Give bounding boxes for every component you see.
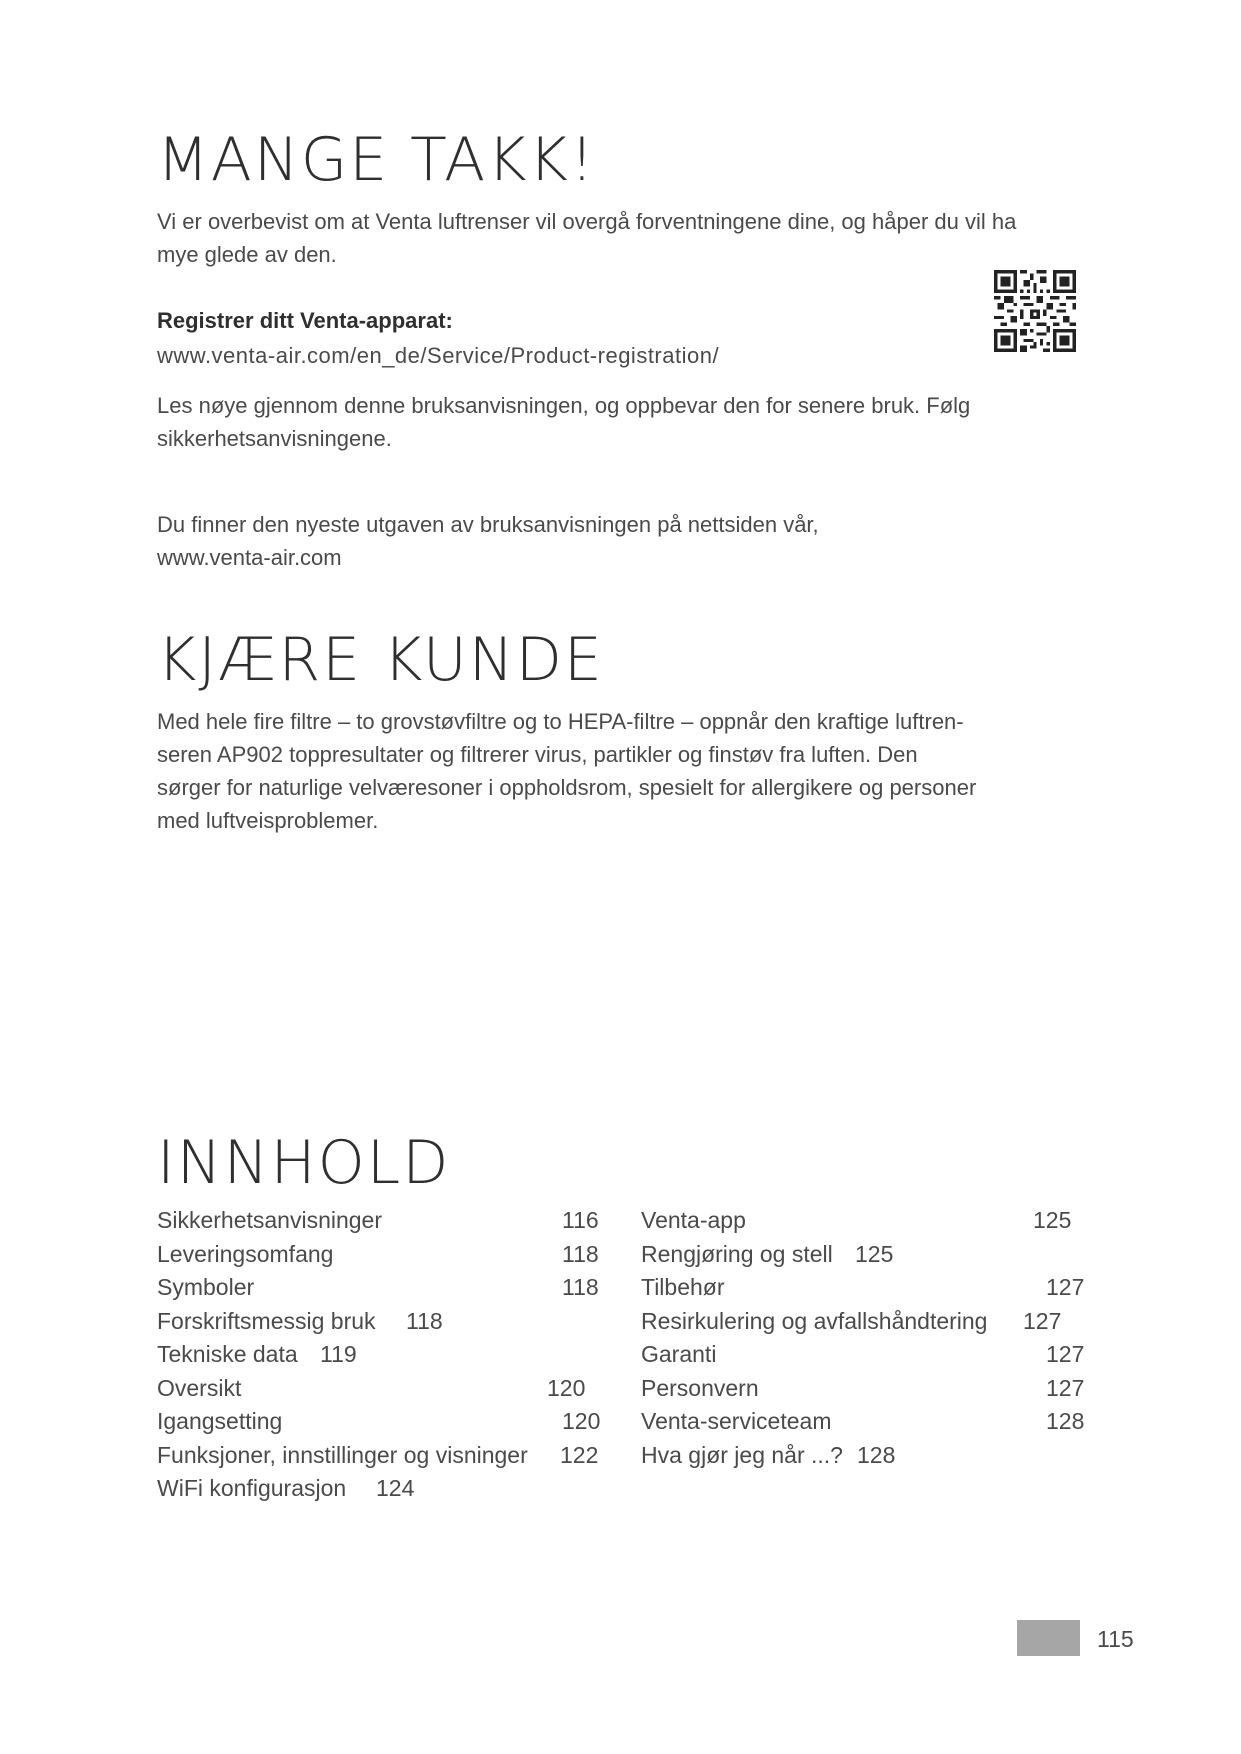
toc-item-page: 119 [320, 1341, 357, 1367]
customer-line: seren AP902 toppresultater og filtrerer virus, partikler og finstøv fra luften. Den [157, 742, 918, 767]
toc-item-label: Forskriftsmessig bruk [157, 1307, 376, 1334]
toc-item[interactable] [157, 1271, 617, 1305]
toc-item[interactable] [157, 1405, 617, 1439]
toc-item-page: 125 [1033, 1207, 1072, 1233]
toc-item-page: 120 [547, 1374, 586, 1401]
toc-item[interactable] [641, 1405, 1101, 1439]
title-mange-takk: MANGE TAKK! [157, 125, 596, 195]
toc-item-label: Venta-app [641, 1207, 746, 1233]
website-link[interactable]: www.venta-air.com [157, 545, 342, 570]
toc-item-label: Igangsetting [157, 1408, 283, 1434]
toc-item-label: Rengjøring og stell [641, 1240, 833, 1267]
toc-item-label: Symboler [157, 1274, 255, 1300]
toc-item-label: Leveringsomfang [157, 1240, 334, 1267]
page-tab-marker [1017, 1620, 1080, 1656]
toc-item-label: Oversikt [157, 1374, 242, 1401]
latest-edition-line: Du finner den nyeste utgaven av bruksanvisningen på nettsiden vår, [157, 512, 819, 537]
toc-item[interactable] [641, 1271, 1101, 1305]
toc-item-label: Garanti [641, 1341, 717, 1367]
toc-item-page: 127 [1046, 1341, 1085, 1367]
toc-item-page: 128 [857, 1441, 896, 1468]
qr-code-icon[interactable] [994, 270, 1076, 352]
toc-item-label: Tilbehør [641, 1274, 725, 1300]
toc-item[interactable] [641, 1204, 1101, 1238]
toc-right-column [641, 1204, 1101, 1472]
toc-item[interactable] [157, 1305, 617, 1339]
toc-item-label: Funksjoner, innstillinger og visninger [157, 1441, 528, 1468]
toc-item-page: 120 [562, 1408, 601, 1434]
customer-line: med luftveisproblemer. [157, 808, 379, 833]
toc-item-page: 118 [562, 1274, 599, 1300]
page-number: 115 [1097, 1626, 1134, 1652]
toc-item-label: WiFi konfigurasjon [157, 1475, 347, 1501]
toc-item-label: Personvern [641, 1374, 759, 1401]
toc-item[interactable] [641, 1338, 1101, 1372]
toc-item-page: 127 [1046, 1374, 1085, 1401]
toc-item[interactable] [641, 1439, 1101, 1473]
toc-item[interactable] [641, 1238, 1101, 1272]
toc-item-page: 127 [1046, 1274, 1085, 1300]
toc-item-page: 124 [376, 1475, 415, 1501]
intro-paragraph: Vi er overbevist om at Venta luftrenser vil overgå forventningene dine, og håper du vil ha mye glede av den. [157, 209, 1017, 267]
toc-item[interactable] [641, 1305, 1101, 1339]
read-note-paragraph: Les nøye gjennom denne bruksanvisningen, og oppbevar den for senere bruk. Følg sikkerhetsanvisningene. [157, 393, 971, 451]
toc-item-label: Resirkulering og avfallshåndtering [641, 1307, 988, 1334]
register-label: Registrer ditt Venta-apparat: [157, 308, 453, 333]
customer-line: sørger for naturlige velværesoner i oppholdsrom, spesielt for allergikere og personer [157, 775, 977, 800]
toc-item[interactable] [157, 1372, 617, 1406]
register-url-link[interactable]: www.venta-air.com/en_de/Service/Product-registration/ [157, 343, 720, 368]
toc-item-label: Venta-serviceteam [641, 1408, 832, 1434]
toc-item[interactable] [157, 1238, 617, 1272]
toc-item-label: Tekniske data [157, 1341, 298, 1367]
toc-item-label: Hva gjør jeg når ...? [641, 1441, 843, 1468]
toc-item[interactable] [157, 1439, 617, 1473]
customer-paragraph [157, 705, 1097, 837]
toc-item[interactable] [157, 1472, 617, 1506]
title-kjaere-kunde: KJÆRE KUNDE [157, 625, 604, 695]
toc-item-label: Sikkerhetsanvisninger [157, 1207, 383, 1233]
toc-item-page: 116 [562, 1207, 599, 1233]
toc-item-page: 127 [1023, 1307, 1062, 1334]
toc-item-page: 118 [406, 1307, 443, 1334]
toc-item-page: 125 [855, 1240, 894, 1267]
title-innhold: INNHOLD [157, 1128, 451, 1198]
toc-item-page: 128 [1046, 1408, 1085, 1434]
toc-item-page: 122 [560, 1441, 599, 1468]
toc-left-column [157, 1204, 617, 1506]
toc-item-page: 118 [562, 1240, 599, 1267]
toc-item[interactable] [157, 1204, 617, 1238]
toc-item[interactable] [157, 1338, 617, 1372]
customer-line: Med hele fire filtre – to grovstøvfiltre og to HEPA-filtre – oppnår den kraftige luftren- [157, 709, 964, 734]
toc-item[interactable] [641, 1372, 1101, 1406]
